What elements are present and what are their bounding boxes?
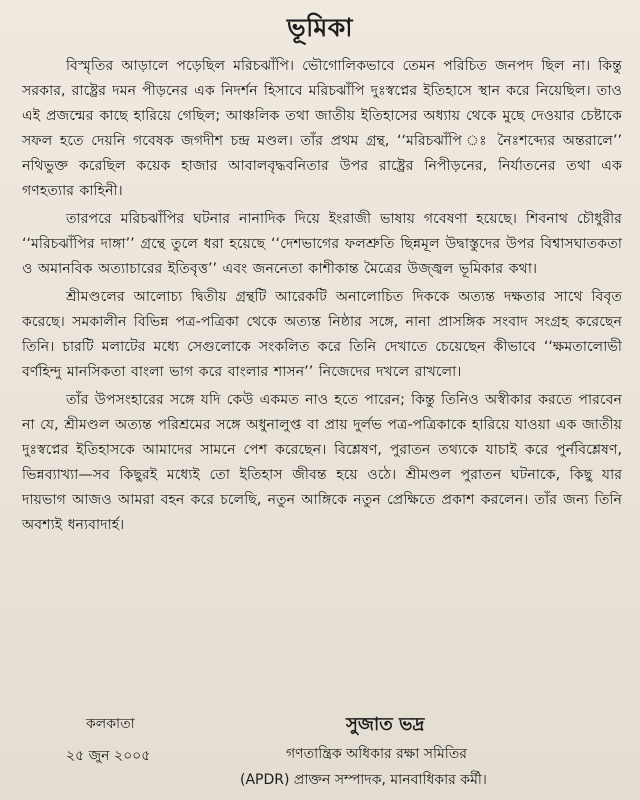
paragraph-1: বিস্মৃতির আড়ালে পড়েছিল মরিচঝাঁপি। ভৌগোলিকভাবে তেমন পরিচিত জনপদ ছিল না। কিন্তু সরকার, রাষ্ট্রের দমন পীড়নের এক নিদর্শন হিসাবে মরিচঝাঁপি দুঃস্বপ্নের ইতিহাসে স্থান করে নিয়েছিল। তাও এই প্রজন্মের কাছে হারিয়ে গেছিল; আঞ্চলিক তথা জাতীয় ইতিহাসের অধ্যায় থেকে মুছে দেওয়ার চেষ্টাকে সফল হতে দেয়নি গবেষক জগদীশ চন্দ্র মণ্ডল। তাঁর প্রথম গ্রন্থ, ‘‘মরিচঝাঁপি ঃ নৈঃশব্দ্যের অন্তরালে’’ নথিভুক্ত করেছিল কয়েক হাজার আবালবৃদ্ধবনিতার উপর রাষ্ট্রের নিপীড়নের, নির্যাতনের তথা এক গণহত্যার কাহিনী। xyxy=(22,58,622,199)
signoff-block xyxy=(0,710,640,800)
page-title: ভূমিকা xyxy=(287,13,353,42)
signoff-place: কলকাতা xyxy=(86,716,135,732)
signoff-date: ২৫ জুন ২০০৫ xyxy=(66,748,151,764)
author-organization: গণতান্ত্রিক অধিকার রক্ষা সমিতির xyxy=(286,746,467,762)
paragraph-3: শ্রীমণ্ডলের আলোচ্য দ্বিতীয় গ্রন্থটি আরেকটি অনালোচিত দিককে অত্যন্ত দক্ষতার সাথে বিবৃত করেছে। সমকালীন বিভিন্ন পত্র-পত্রিকা থেকে অত্যন্ত নিষ্ঠার সঙ্গে, নানা প্রাসঙ্গিক সংবাদ সংগ্রহ করেছেন তিনি। চারটি মলাটের মধ্যে সেগুলোকে সংকলিত করে তিনি দেখাতে চেয়েছেন কীভাবে ‘‘ক্ষমতালোভী বর্ণহিন্দু মানসিকতা বাংলা ভাগ করে বাংলার শাসন’’ নিজেদের দখলে রাখলো। xyxy=(22,289,622,380)
paragraph-4: তাঁর উপসংহারের সঙ্গে যদি কেউ একমত নাও হতে পারেন; কিন্তু তিনিও অস্বীকার করতে পারবেন না যে, শ্রীমণ্ডল অত্যন্ত পরিশ্রমের সঙ্গে অধুনালুপ্ত বা প্রায় দুর্লভ পত্র-পত্রিকাকে হারিয়ে যাওয়া এক জাতীয় দুঃস্বপ্নের ইতিহাসকে আমাদের সামনে পেশ করেছেন। বিশ্লেষণ, পুরাতন তথ্যকে যাচাই করে পুর্নবিশ্লেষণ, ভিন্নব্যাখ্যা—সব কিছুরই মধ্যেই তো ইতিহাস জীবন্ত হয়ে ওঠে। শ্রীমণ্ডল পুরাতন ঘটনাকে, কিছু যার দায়ভাগ আজও আমরা বহন করে চলেছি, নতুন আঙ্গিকে নতুন প্রেক্ষিতে প্রকাশ করলেন। তাঁর জন্য তিনি অবশ্যই ধন্যবাদার্হ। xyxy=(22,392,622,533)
paragraph-2: তারপরে মরিচঝাঁপির ঘটনার নানাদিক দিয়ে ইংরাজী ভাষায় গবেষণা হয়েছে। শিবনাথ চৌধুরীর ‘‘মরিচঝাঁপির দাঙ্গা’’ গ্রন্থে তুলে ধরা হয়েছে ‘‘দেশভাগের ফলশ্রুতি ছিন্নমূল উদ্বাস্তুদের উপর বিশ্বাসঘাতকতা ও অমানবিক অত্যাচারের ইতিবৃত্ত’’ এবং জননেতা কাশীকান্ত মৈত্রের উজ্জ্বল ভূমিকার কথা। xyxy=(22,211,622,277)
author-role: (APDR) প্রাক্তন সম্পাদক, মানবাধিকার কর্মী। xyxy=(240,772,487,788)
body-text xyxy=(22,54,622,541)
author-name: সুজাত ভদ্র xyxy=(346,714,425,735)
